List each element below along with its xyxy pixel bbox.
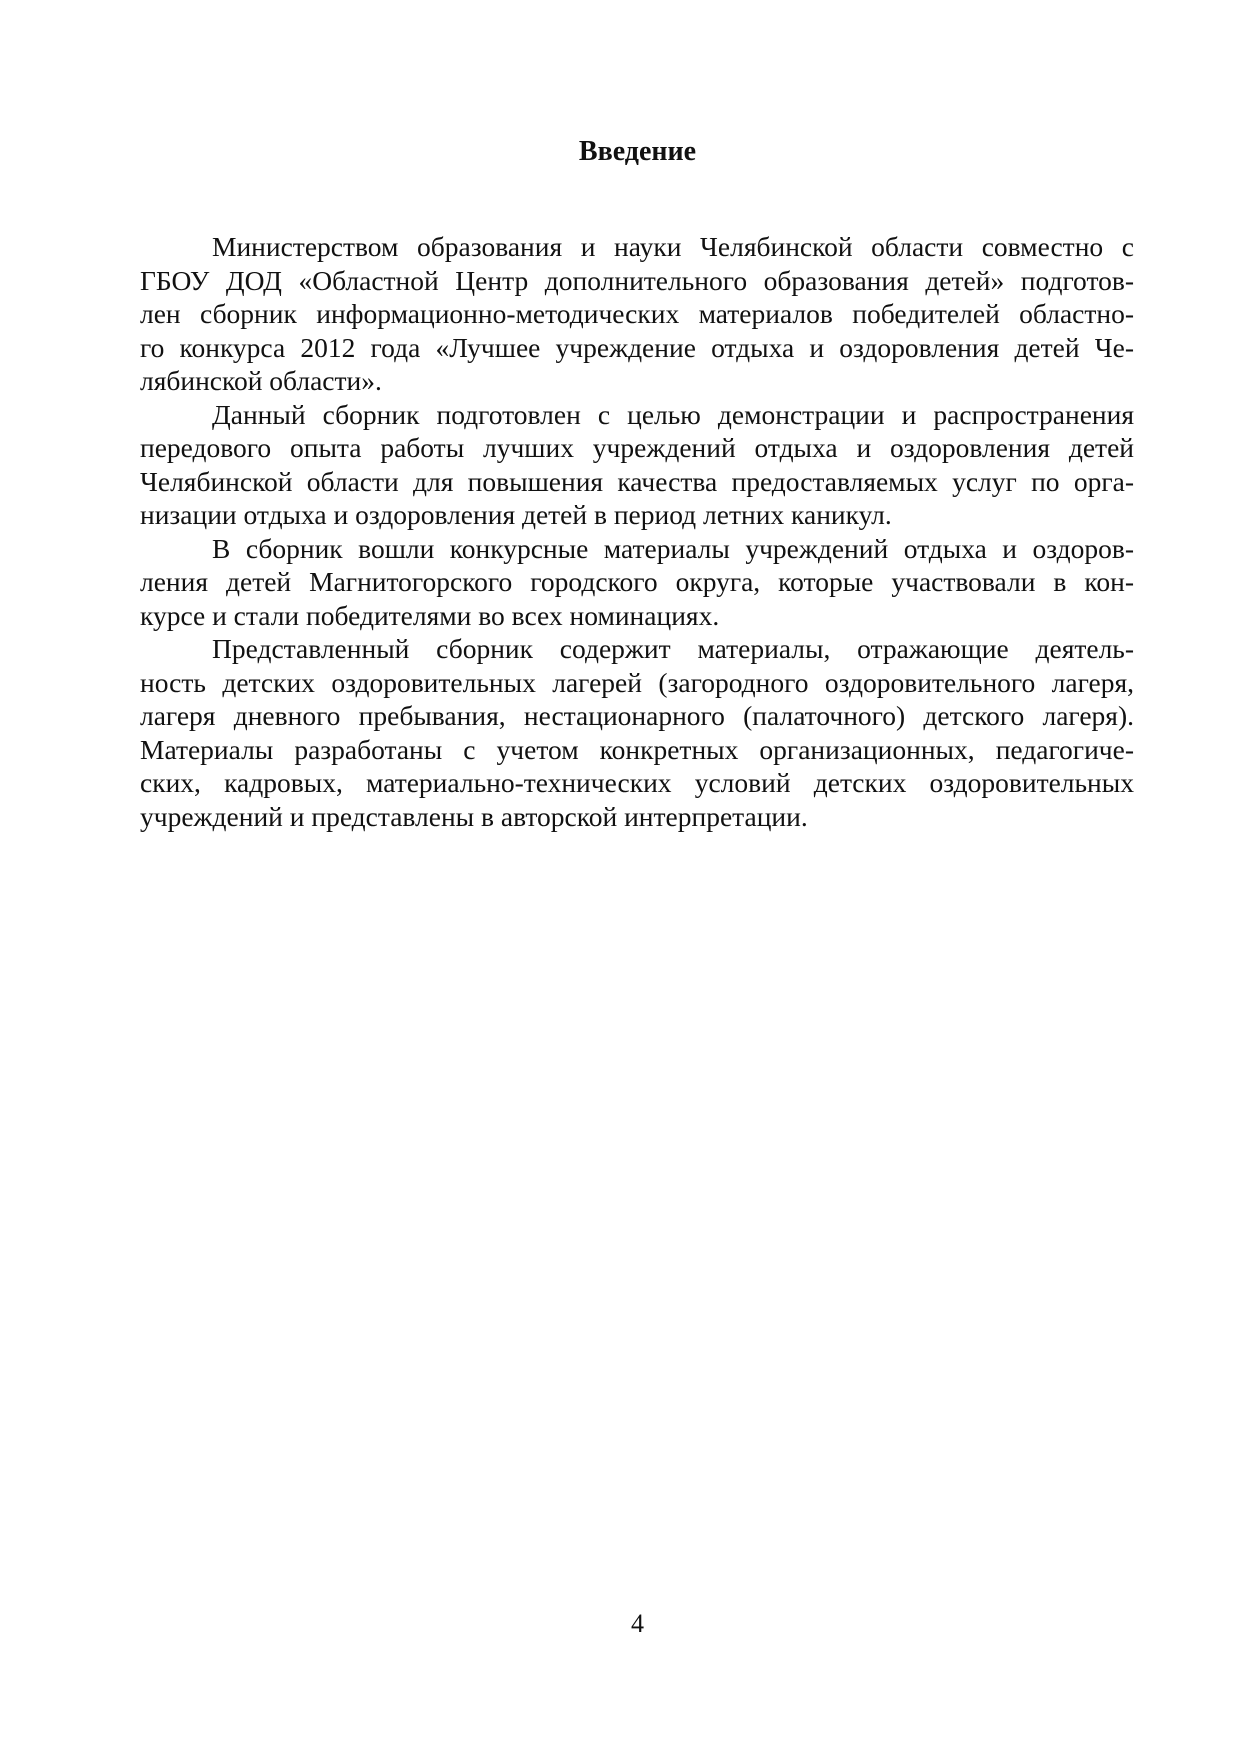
paragraph-2-line-4: низации отдыха и оздоровления детей в период летних каникул.: [140, 499, 892, 530]
body-text: [140, 230, 1134, 833]
paragraph-4-line-3: лагеря дневного пребывания, нестационарного (палаточного) детского лагеря).: [140, 700, 1134, 731]
page-number: 4: [631, 1609, 644, 1638]
paragraph-4-line-1: Представленный сборник содержит материалы, отражающие деятель-: [212, 633, 1134, 664]
paragraph-2-line-1: Данный сборник подготовлен с целью демонстрации и распространения: [212, 398, 1134, 430]
paragraph-2-line-2: передового опыта работы лучших учреждений отдыха и оздоровления детей: [140, 432, 1134, 463]
paragraph-3-line-2: ления детей Магнитогорского городского округа, которые участвовали в кон-: [140, 566, 1134, 597]
paragraph-1-line-3: лен сборник информационно-методических материалов победителей областно-: [140, 298, 1134, 329]
paragraph-1-line-1: Министерством образования и науки Челябинской области совместно с: [212, 231, 1134, 262]
paragraph-4-line-2: ность детских оздоровительных лагерей (загородного оздоровительного лагеря,: [140, 666, 1134, 698]
paragraph-1-line-4: го конкурса 2012 года «Лучшее учреждение отдыха и оздоровления детей Че-: [140, 331, 1134, 363]
paragraph-1-line-5: лябинской области».: [140, 365, 382, 396]
paragraph-3-line-3: курсе и стали победителями во всех номинациях.: [140, 599, 720, 631]
page-title: Введение: [578, 136, 697, 167]
paragraph-3-line-1: В сборник вошли конкурсные материалы учреждений отдыха и оздоров-: [212, 532, 1134, 564]
paragraph-2-line-3: Челябинской области для повышения качества предоставляемых услуг по орга-: [140, 465, 1134, 497]
paragraph-1-line-2: ГБОУ ДОД «Областной Центр дополнительного образования детей» подготов-: [140, 264, 1134, 296]
paragraph-4-line-4: Материалы разработаны с учетом конкретных организационных, педагогиче-: [140, 733, 1134, 765]
paragraph-4-line-6: учреждений и представлены в авторской интерпретации.: [140, 800, 808, 832]
paragraph-4-line-5: ских, кадровых, материально-технических условий детских оздоровительных: [140, 767, 1134, 798]
